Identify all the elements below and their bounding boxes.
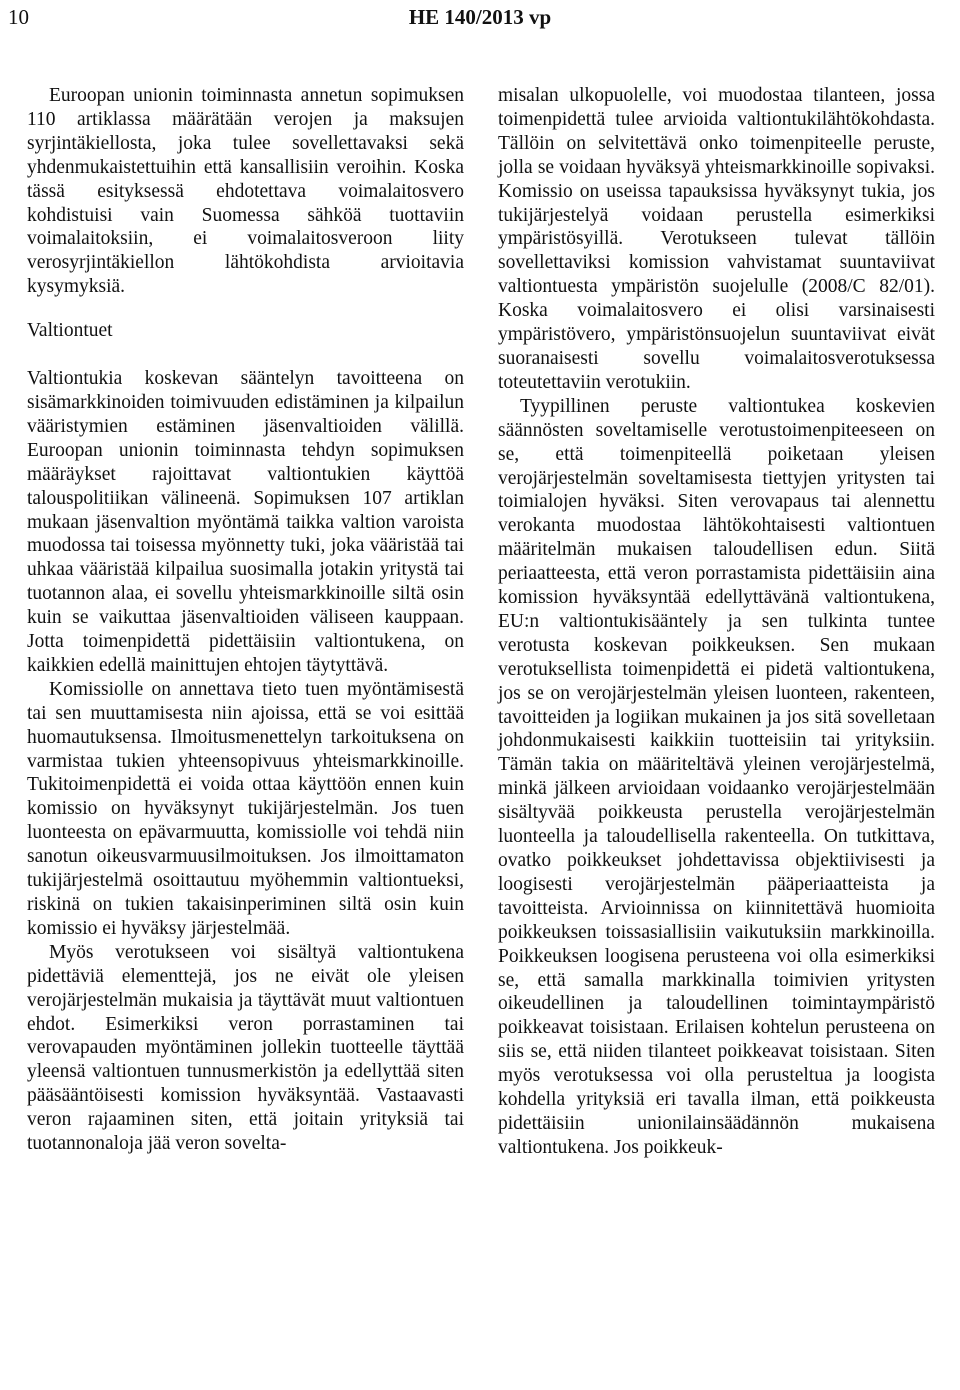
document-id: HE 140/2013 vp — [408, 5, 552, 29]
paragraph: Myös verotukseen voi sisältyä valtiontukena pidettäviä elementtejä, jos ne eivät ole yleisen verojärjestelmän mukaisia ja täyttävät muut valtiontuen ehdot. Esimerkiksi veron porrastaminen tai verovapauden myöntäminen jollekin tuotteelle täyttää yleensä valtiontuen tunnusmerkistön ja edellyttää siten pääsääntöisesti komission hyväksyntää. Vastaavasti veron rajaaminen siten, että joitain yrityksiä tai tuotannonaloja jää veron sovelta- — [27, 941, 464, 1155]
right-column — [498, 84, 935, 1160]
paragraph: Tyypillinen peruste valtiontukea koskevien säännösten soveltamiselle verotustoimenpiteeseen on se, että toimenpiteellä poiketaan yleisen verojärjestelmän soveltamisesta tiettyjen yritysten tai toimialojen hyväksi. Siten verovapaus tai alennettu verokanta muodostaa lähtökohtaisesti valtiontuen määritelmän mukaisen taloudellisen edun. Siitä periaatteesta, että veron porrastamista pidettäisiin aina komission hyväksyntää edellyttävänä valtiontukena, EU:n valtiontukisääntely ja sen tulkinta tuntee verotusta koskevan poikkeuksen. Sen mukaan verotuksellista toimenpidettä ei pidetä valtiontukena, jos se on verojärjestelmän yleisen luonteen, rakenteen, tavoitteiden ja logiikan mukainen ja jos sitä sovelletaan johdonmukaisesti kaikkiin tuotteisiin tai yrityksiin. Tämän takia on määriteltävä yleinen verojärjestelmä, minkä jälkeen arvioidaan voidaanko verojärjestelmään sisältyvää poikkeusta perustella verojärjestelmän luonteella ja taloudellisella rakenteella. On tutkittava, ovatko poikkeukset johdettavissa objektiivisesti ja loogisesti verojärjestelmän pääperiaatteista ja tavoitteista. Arvioinnissa on kiinnitettävä huomioita poikkeuksen toissasiallisiin vaikutuksiin markkinoilla. Poikkeuksen loogisena perusteena voi olla esimerkiksi se, että samalla markkinalla toimivien yritysten oikeudellinen ja taloudellinen toimintaympäristö poikkeavat toisistaan. Erilaisen kohtelun perusteena on siis se, että niiden tilanteet poikkeavat toisistaan. Siten myös verotuksessa voi olla perusteltua ja loogista kohdella yrityksiä eri tavalla ilman, että poikkeusta pidettäisiin unionilainsäädännön mukaisena valtiontukena. Jos poikkeuk- — [498, 395, 935, 1158]
paragraph: misalan ulkopuolelle, voi muodostaa tilanteen, jossa toimenpidettä tulee arvioida valtiontukilähtökohdasta. Tällöin on selvitettävä onko toimenpiteelle peruste, jolla se voidaan hyväksyä yhteismarkkinoille sopivaksi. Komissio on useissa tapauksissa hyväksynyt tukia, jos tukijärjestelyä voidaan perustella esimerkiksi ympäristösyillä. Verotukseen tulevat tällöin sovellettaviksi komission vahvistamat suuntaviivat valtiontuesta ympäristön suojelulle (2008/C 82/01). Koska voimalaitosvero ei olisi varsinaisesti ympäristövero, ympäristönsuojelun suuntaviivat eivät suoranaisesti sovellu voimalaitosverotuksessa toteutettaviin verotukiin. — [498, 85, 935, 393]
paragraph: Valtiontukia koskevan sääntelyn tavoitteena on sisämarkkinoiden toimivuuden edistäminen ja kilpailun vääristymien estäminen jäsenvaltioiden välillä. Euroopan unionin toiminnasta tehdyn sopimuksen määräykset rajoittavat valtiontukien käyttöä talouspolitiikan välineenä. Sopimuksen 107 artiklan mukaan jäsenvaltion myöntämä taikka valtion varoista muodossa tai toisessa myönnetty tuki, joka vääristää tai uhkaa vääristää kilpailua suosimalla jotakin yritystä tai tuotannon alaa, ei sovellu yhteismarkkinoille siltä osin kuin se vaikuttaa jäsenvaltioiden väliseen kauppaan. Jotta toimenpidettä pidettäisiin valtiontukena, on kaikkien edellä mainittujen ehtojen täytyttävä. — [27, 368, 464, 676]
page-header — [0, 0, 960, 40]
page-number: 10 — [8, 5, 29, 29]
paragraph: Komissiolle on annettava tieto tuen myöntämisestä tai sen muuttamisesta niin ajoissa, että se voi esittää huomautuksensa. Ilmoitusmenettelyn tarkoituksena on varmistaa tukien yhteensopivuus yhteismarkkinoille. Tukitoimenpidettä ei voida ottaa käyttöön ennen kuin komissio on hyväksynyt tukijärjestelmän. Jos tuen luonteesta on epävarmuutta, komissiolle voi tehdä niin sanotun oikeusvarmuusilmoituksen. Jos ilmoittamaton tukijärjestelmä osoittautuu myöhemmin valtiontueksi, riskinä on tukien takaisinperiminen siltä osin kuin komissio ei hyväksy järjestelmää. — [27, 678, 464, 939]
paragraph: Euroopan unionin toiminnasta annetun sopimuksen 110 artiklassa määrätään verojen ja maksujen syrjintäkiellosta, joka tulee sovellettavaksi sekä yhdenmukaistettuihin että kansallisiin veroihin. Koska tässä esityksessä ehdotettava voimalaitosvero kohdistuisi vain Suomessa sähköä tuottaviin voimalaitoksiin, ei voimalaitosveroon liity verosyrjintäkiellon lähtökohdista arvioitavia kysymyksiä. — [27, 85, 464, 298]
left-column — [27, 84, 464, 1156]
section-heading: Valtiontuet — [27, 320, 113, 342]
